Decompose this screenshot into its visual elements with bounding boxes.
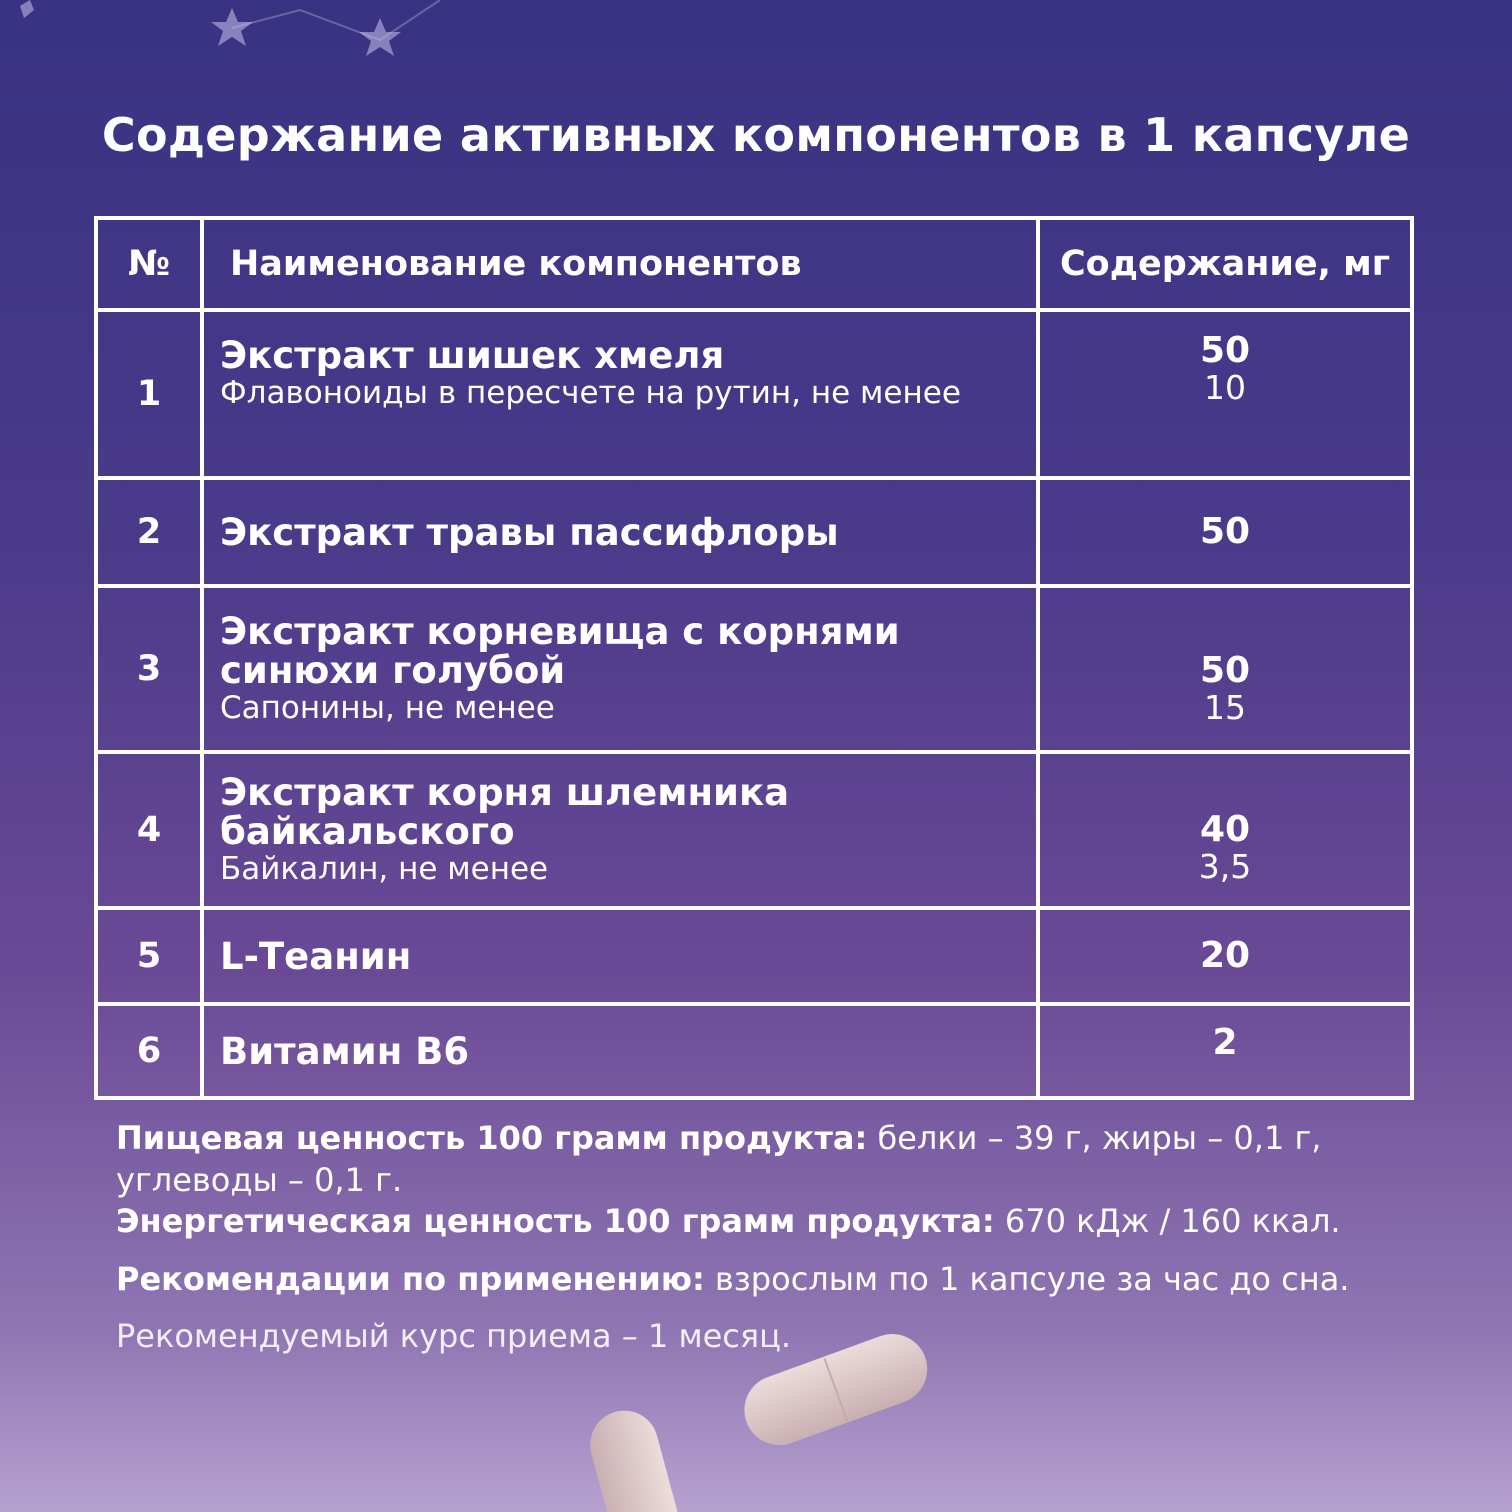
components-table [94,216,1414,1100]
content-cell [1038,1004,1412,1098]
recommendation-info [116,1258,1436,1300]
component-name: Экстракт корневища с корнями синюхи голубой [220,610,900,692]
component-cell [202,752,1038,908]
energy-info [116,1200,1436,1242]
content-value: 2 [1212,1022,1238,1063]
content-cell [1038,586,1412,752]
header-value: Содержание, мг [1038,218,1412,310]
recommendation-label: Рекомендации по применению: [116,1260,705,1298]
table-row [96,1004,1412,1098]
header-num: № [96,218,202,310]
component-cell [202,478,1038,586]
header-name: Наименование компонентов [202,218,1038,310]
component-cell [202,586,1038,752]
component-name: L-Теанин [220,934,412,978]
row-number: 2 [96,478,202,586]
course-info: Рекомендуемый курс приема – 1 месяц. [116,1317,792,1355]
component-note: Сапонины, не менее [220,690,555,726]
content-cell [1038,478,1412,586]
content-cell [1038,310,1412,478]
content-sub-value: 10 [1204,368,1246,407]
content-sub-value: 15 [1204,688,1246,727]
content-value: 40 [1199,809,1251,850]
component-cell [202,1004,1038,1098]
content-cell [1038,752,1412,908]
row-number: 1 [96,310,202,478]
component-cell [202,310,1038,478]
nutrition-label: Пищевая ценность 100 грамм продукта: [116,1119,868,1157]
content-sub-value: 3,5 [1198,847,1252,886]
component-name: Экстракт корня шлемника байкальского [220,771,790,853]
component-cell [202,908,1038,1004]
energy-label: Энергетическая ценность 100 грамм продукта: [116,1202,995,1240]
component-name: Витамин В6 [220,1029,470,1073]
content-value: 50 [1199,650,1251,691]
content-value: 50 [1199,330,1251,371]
table-row [96,908,1412,1004]
component-note: Флавоноиды в пересчете на рутин, не менее [220,375,961,411]
star-icon [211,8,253,46]
component-note: Байкалин, не менее [220,851,549,887]
page-title: Содержание активных компонентов в 1 капсуле [101,108,1411,162]
star-icon [359,18,401,56]
content-value: 50 [1199,511,1251,552]
row-number: 4 [96,752,202,908]
recommendation-text: взрослым по 1 капсуле за час до сна. [704,1260,1350,1298]
nutrition-info [116,1117,1436,1201]
content-value: 20 [1199,935,1251,976]
content-cell [1038,908,1412,1004]
table-row [96,752,1412,908]
table-header-row [96,218,1412,310]
table-row [96,586,1412,752]
energy-text: 670 кДж / 160 ккал. [994,1202,1341,1240]
component-name: Экстракт травы пассифлоры [220,510,839,554]
table-row [96,310,1412,478]
row-number: 3 [96,586,202,752]
capsule-image [560,1330,980,1512]
row-number: 6 [96,1004,202,1098]
row-number: 5 [96,908,202,1004]
star-icon [20,0,34,18]
component-name: Экстракт шишек хмеля [220,334,725,377]
nutrition-text: белки – 39 г, жиры – 0,1 г, углеводы – 0,1 г. [116,1119,1322,1199]
table-row [96,478,1412,586]
